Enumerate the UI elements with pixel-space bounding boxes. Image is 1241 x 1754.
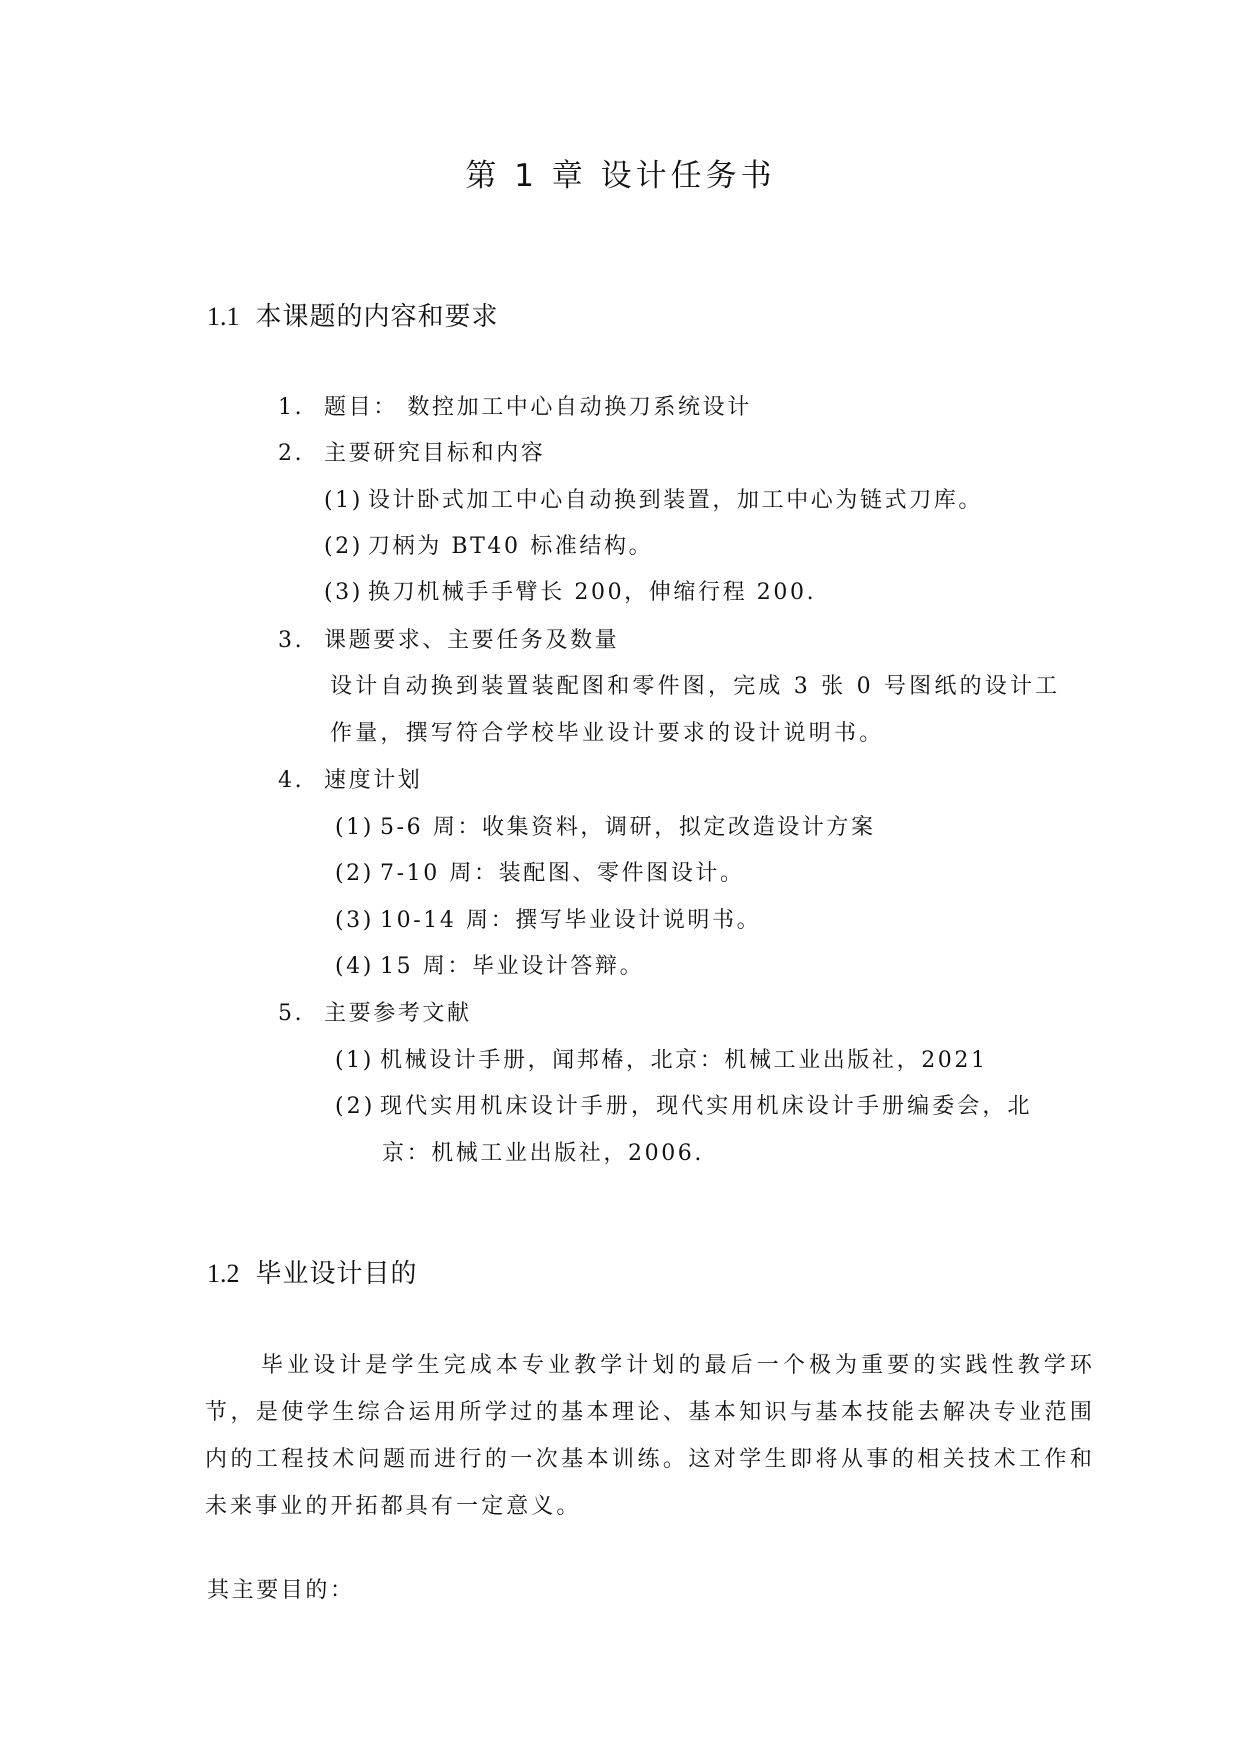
list-item <box>278 436 545 467</box>
list-item <box>335 903 761 934</box>
item-text: 7-10 周：装配图、零件图设计。 <box>380 861 745 886</box>
list-item <box>324 575 816 606</box>
item-number: (4) <box>335 954 374 979</box>
list-item-continuation <box>382 1136 704 1167</box>
list-item <box>335 1089 1033 1120</box>
list-item <box>324 483 983 514</box>
item-text: 作量，撰写符合学校毕业设计要求的设计说明书。 <box>330 721 885 746</box>
item-number: (3) <box>335 908 374 933</box>
list-item <box>335 949 644 980</box>
item-text: 15 周：毕业设计答辩。 <box>380 954 645 979</box>
section-number: 1.1 <box>207 302 240 331</box>
item-text: 现代实用机床设计手册，现代实用机床设计手册编委会，北 <box>380 1094 1033 1119</box>
item-number: (1) <box>324 488 363 513</box>
item-number: (2) <box>335 861 374 886</box>
item-number: 3. <box>278 628 305 653</box>
list-item <box>335 810 876 841</box>
item-text: 速度计划 <box>324 768 423 793</box>
item-text: 机械设计手册，闻邦椿，北京：机械工业出版社，2021 <box>380 1048 988 1073</box>
item-number: 5. <box>278 1001 305 1026</box>
closing-line: 其主要目的： <box>207 1578 355 1603</box>
list-item <box>324 529 653 560</box>
list-item-continuation <box>330 669 1060 700</box>
section-title: 本课题的内容和要求 <box>255 302 499 332</box>
item-text: 设计卧式加工中心自动换到装置，加工中心为链式刀库。 <box>368 488 984 513</box>
list-item <box>335 856 745 887</box>
item-text: 设计自动换到装置装配图和零件图，完成 3 张 0 号图纸的设计工 <box>330 674 1061 699</box>
section-number: 1.2 <box>207 1259 240 1288</box>
list-item <box>278 390 752 421</box>
section-heading-1-1 <box>207 296 499 333</box>
item-text: 换刀机械手手臂长 200，伸缩行程 200. <box>368 580 817 605</box>
list-item <box>335 1043 988 1074</box>
item-number: (1) <box>335 815 374 840</box>
item-text: 5-6 周：收集资料，调研，拟定改造设计方案 <box>380 815 876 840</box>
item-number: (2) <box>335 1094 376 1119</box>
item-text: 刀柄为 BT40 标准结构。 <box>368 534 654 559</box>
chapter-title: 第 1 章 设计任务书 <box>465 158 776 194</box>
list-item <box>278 996 472 1027</box>
item-number: 2. <box>278 441 305 466</box>
item-number: 1. <box>278 395 305 420</box>
item-number: (3) <box>324 580 363 605</box>
item-number: (1) <box>335 1048 374 1073</box>
body-paragraph: 毕业设计是学生完成本专业教学计划的最后一个极为重要的实践性教学环节，是使学生综合运用所学过的基本理论、基本知识与基本技能去解决专业范围内的工程技术问题而进行的一次基本训练。这对学生即将从事的相关技术工作和未来事业的开拓都具有一定意义。 <box>205 1353 1095 1519</box>
item-text: 题目： 数控加工中心自动换刀系统设计 <box>324 395 752 420</box>
list-item <box>278 763 422 794</box>
item-text: 主要参考文献 <box>324 1001 472 1026</box>
list-item <box>278 623 619 654</box>
section-heading-1-2 <box>207 1253 418 1290</box>
section-title: 毕业设计目的 <box>255 1259 418 1289</box>
item-text: 京：机械工业出版社，2006. <box>382 1141 704 1166</box>
item-text: 课题要求、主要任务及数量 <box>324 628 620 653</box>
item-text: 10-14 周：撰写毕业设计说明书。 <box>380 908 762 933</box>
list-item-continuation <box>330 716 884 747</box>
item-text: 主要研究目标和内容 <box>324 441 546 466</box>
item-number: (2) <box>324 534 363 559</box>
item-number: 4. <box>278 768 305 793</box>
